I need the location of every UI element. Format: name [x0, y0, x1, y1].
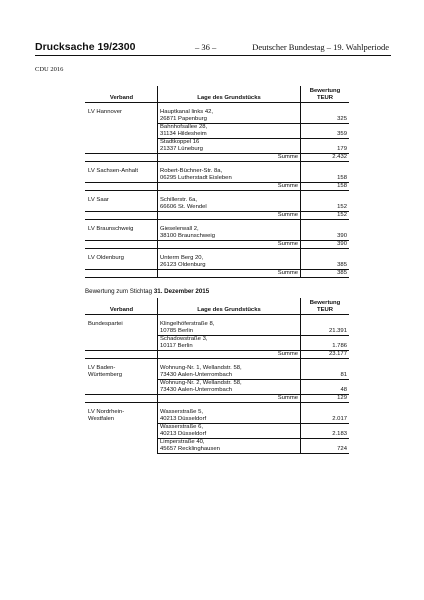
- sum-row: [85, 241, 349, 249]
- address-line: 10117 Berlin: [160, 343, 193, 349]
- sum-row: [85, 212, 349, 220]
- table-row: [85, 197, 349, 212]
- value-cell: 724: [301, 439, 350, 454]
- address-line: 10785 Berlin: [160, 328, 194, 334]
- address-line: 31134 Hildesheim: [160, 131, 207, 137]
- sum-label: Summe: [158, 351, 301, 359]
- address-cell: [158, 255, 301, 270]
- value-cell: 390: [337, 233, 347, 239]
- sum-value: 152: [301, 212, 350, 220]
- verband-cell: LV Sachsen-Anhalt: [85, 168, 158, 183]
- sum-value: 390: [301, 241, 350, 249]
- teur-label: TEUR: [316, 95, 334, 101]
- party-label: CDU 2016: [35, 66, 64, 73]
- value-cell: 325: [337, 116, 347, 122]
- page-header: [35, 41, 389, 55]
- table-row: [85, 226, 349, 241]
- address-cell: [158, 124, 301, 139]
- address-line: Schillerstr. 6a,: [160, 197, 197, 203]
- sum-value: 129: [301, 395, 350, 403]
- value-cell: 2.183: [301, 424, 350, 439]
- address-cell: [158, 380, 301, 395]
- verband-cell: LV Oldenburg: [85, 255, 158, 270]
- address-cell: [158, 226, 301, 241]
- address-cell: [158, 336, 301, 351]
- address-line: 38100 Braunschweig: [160, 233, 216, 239]
- address-cell: [158, 424, 301, 439]
- table-row: [85, 255, 349, 270]
- address-line: 73430 Aalen-Unterrombach: [160, 372, 233, 378]
- address-cell: [158, 168, 301, 183]
- address-cell: [158, 321, 301, 336]
- table-row: [85, 365, 349, 380]
- sum-empty-cell: [85, 212, 158, 220]
- value-cell: 385: [337, 262, 347, 268]
- value-cell: 359: [301, 124, 350, 139]
- sum-row: [85, 183, 349, 191]
- address-line: Hauptkanal links 42,: [160, 109, 214, 115]
- table-header-row: [85, 86, 349, 103]
- page-number: – 36 –: [195, 42, 217, 52]
- column-header-lage: Lage des Grundstücks: [158, 86, 301, 103]
- sum-label: Summe: [158, 241, 301, 249]
- address-line: 73430 Aalen-Unterrombach: [160, 387, 233, 393]
- value-cell: 179: [301, 139, 350, 154]
- table-row: [85, 409, 349, 424]
- bewertung-label: Bewertung: [309, 88, 341, 94]
- stichtag-label: Bewertung zum Stichtag 31. Dezember 2015: [85, 288, 210, 295]
- address-line: 06295 Lutherstadt Eisleben: [160, 175, 232, 181]
- address-line: Wohnung-Nr. 1, Wellandstr. 58,: [160, 365, 242, 371]
- sum-value: 2.432: [301, 154, 350, 162]
- sum-value: 23.177: [301, 351, 350, 359]
- property-table-2015: [85, 298, 349, 454]
- sum-value: 385: [301, 270, 350, 278]
- value-cell: 158: [337, 175, 347, 181]
- table-row: [85, 168, 349, 183]
- value-cell: 2.017: [332, 416, 347, 422]
- address-line: 66606 St. Wendel: [160, 204, 207, 210]
- address-line: Wasserstraße 6,: [160, 424, 203, 430]
- value-cell: 152: [337, 204, 347, 210]
- value-cell: 48: [301, 380, 350, 395]
- address-line: 26123 Oldenburg: [160, 262, 206, 268]
- address-cell: [158, 139, 301, 154]
- address-cell: [158, 409, 301, 424]
- sum-empty-cell: [85, 241, 158, 249]
- address-cell: [158, 109, 301, 124]
- sum-empty-cell: [85, 154, 158, 162]
- address-line: Stadtkoppel 16: [160, 139, 200, 145]
- legislative-period: Deutscher Bundestag – 19. Wahlperiode: [252, 42, 389, 52]
- sum-row: [85, 395, 349, 403]
- sum-empty-cell: [85, 183, 158, 191]
- value-cell: 21.391: [328, 328, 347, 334]
- address-cell: [158, 197, 301, 212]
- address-line: Wohnung-Nr. 2, Wellandstr. 58,: [160, 380, 242, 386]
- sum-empty-cell: [85, 395, 158, 403]
- table-row: [85, 321, 349, 336]
- verband-cell: LV Saar: [85, 197, 158, 212]
- address-line: Wasserstraße 5,: [160, 409, 203, 415]
- column-header-verband: Verband: [85, 86, 158, 103]
- table-header-row: [85, 298, 349, 315]
- sum-empty-cell: [85, 351, 158, 359]
- document-number: Drucksache 19/2300: [35, 41, 136, 53]
- address-line: 26871 Papenburg: [160, 116, 207, 122]
- address-line: Klingelhöferstraße 8,: [160, 321, 215, 327]
- address-line: 40213 Düsseldorf: [160, 416, 207, 422]
- verband-cell: LV Baden- Württemberg: [85, 365, 158, 395]
- verband-cell: LV Nordrhein- Westfalen: [85, 409, 158, 454]
- verband-cell: LV Braunschweig: [85, 226, 158, 241]
- address-line: Bahnhofsallee 28,: [160, 124, 208, 130]
- sum-label: Summe: [158, 270, 301, 278]
- column-header-lage: Lage des Grundstücks: [158, 298, 301, 315]
- address-line: 40213 Düsseldorf: [160, 431, 207, 437]
- sum-label: Summe: [158, 212, 301, 220]
- address-line: 21337 Lüneburg: [160, 146, 203, 152]
- sum-row: [85, 351, 349, 359]
- table-row: [85, 109, 349, 124]
- column-header-bewertung: [301, 86, 350, 103]
- verband-cell: Bundespartei: [85, 321, 158, 351]
- verband-cell: LV Hannover: [85, 109, 158, 154]
- teur-label: TEUR: [316, 307, 334, 313]
- sum-empty-cell: [85, 270, 158, 278]
- column-header-verband: Verband: [85, 298, 158, 315]
- address-line: Robert-Büchner-Str. 8a,: [160, 168, 223, 174]
- value-cell: 1.786: [301, 336, 350, 351]
- sum-row: [85, 270, 349, 278]
- sum-label: Summe: [158, 154, 301, 162]
- bewertung-label: Bewertung: [309, 300, 341, 306]
- address-line: Unterm Berg 20,: [160, 255, 204, 261]
- address-line: Schadowstraße 3,: [160, 336, 208, 342]
- address-line: Limperstraße 40,: [160, 439, 205, 445]
- value-cell: 81: [340, 372, 347, 378]
- sum-label: Summe: [158, 395, 301, 403]
- property-table-2016: [85, 86, 349, 278]
- address-line: Gieselerwall 2,: [160, 226, 199, 232]
- address-cell: [158, 365, 301, 380]
- address-cell: [158, 439, 301, 454]
- sum-label: Summe: [158, 183, 301, 191]
- column-header-bewertung: [301, 298, 350, 315]
- sum-row: [85, 154, 349, 162]
- sum-value: 158: [301, 183, 350, 191]
- header-rule: [35, 55, 391, 56]
- address-line: 45657 Recklinghausen: [160, 446, 220, 452]
